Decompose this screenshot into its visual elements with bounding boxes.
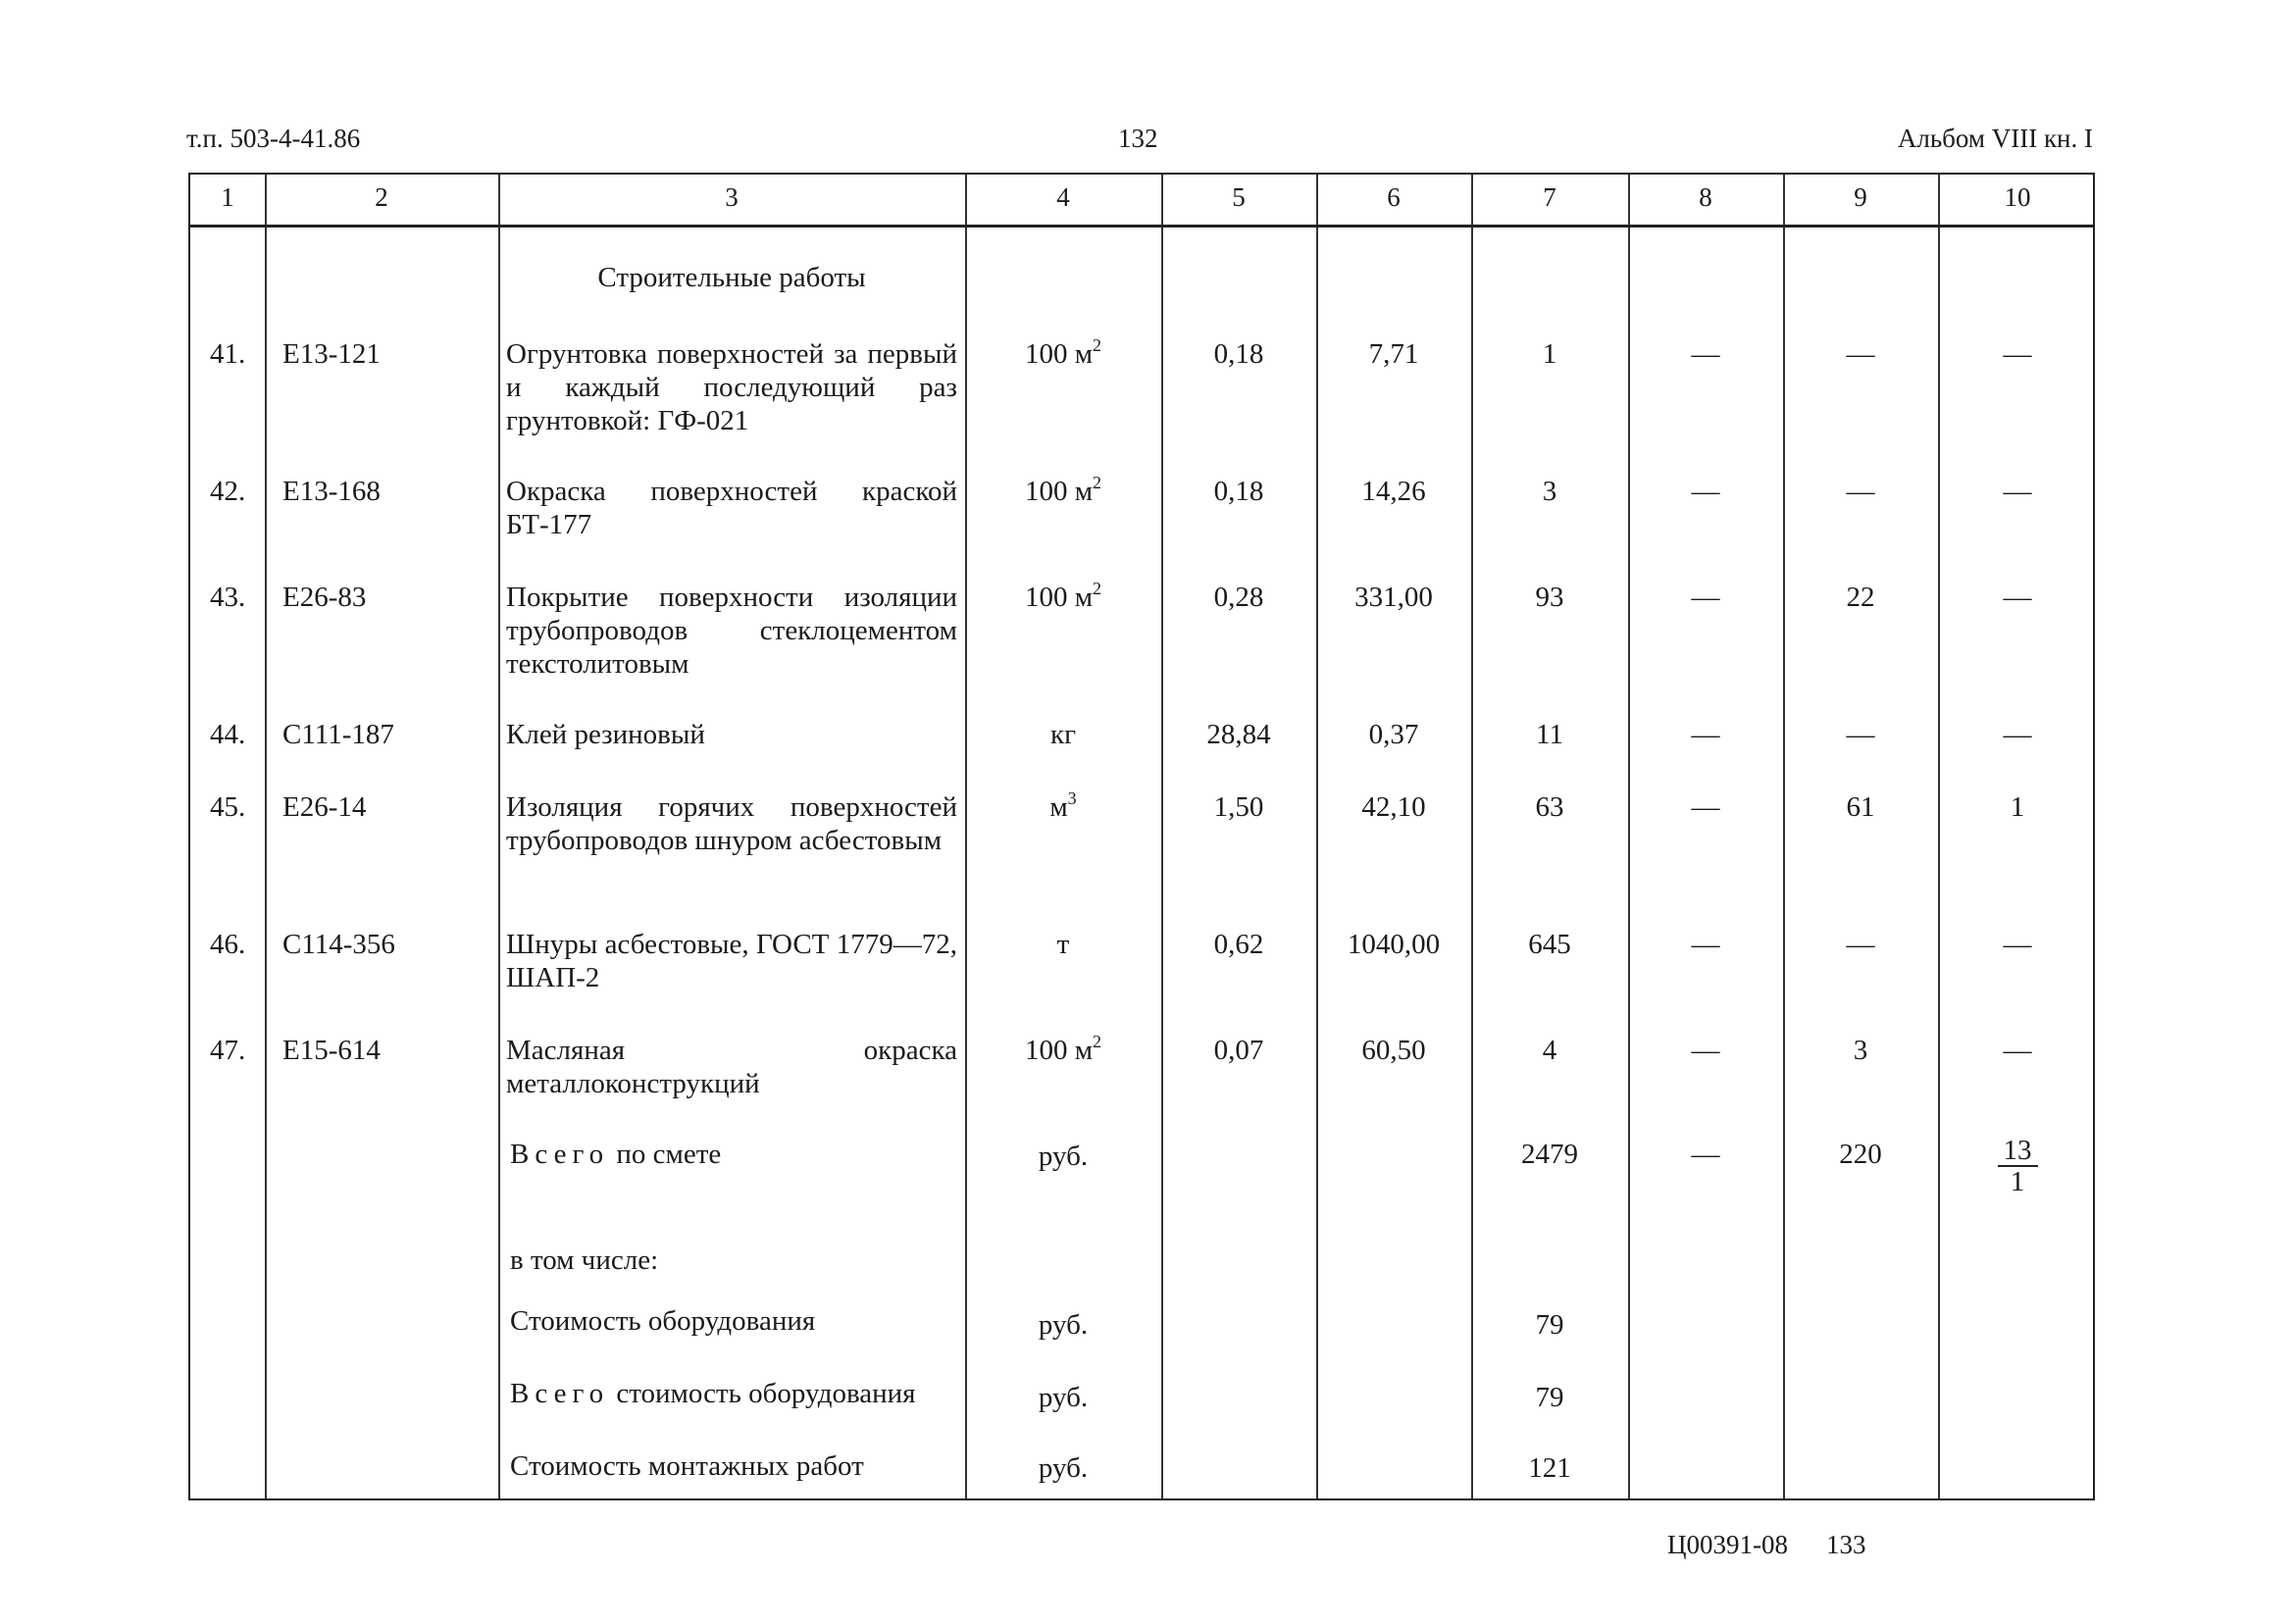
unit-price: 42,10 [1361,791,1426,823]
unit-base: 100 м [1024,476,1094,507]
summary-value: 121 [1528,1452,1571,1484]
column-9-value: — [1846,929,1875,960]
column-10-value: — [2003,476,2032,507]
quantity: 28,84 [1206,719,1271,750]
summary-unit: руб. [1038,1309,1089,1341]
total-cost: 2479 [1521,1139,1578,1170]
summary-label [510,1377,916,1410]
unit [965,1034,1161,1067]
column-8-value: — [1691,582,1720,613]
column-divider [1316,175,1318,1498]
header-page-number: 132 [1118,124,1158,153]
column-9-value: 3 [1853,1035,1868,1066]
unit-exponent: 2 [1093,473,1102,492]
unit-base: 100 м [1024,1035,1094,1066]
total-label-rest: по смете [616,1139,722,1170]
unit-exponent: 2 [1093,579,1102,598]
total-cost: 63 [1535,791,1564,823]
column-number: 3 [725,182,739,212]
footer-page-number: 133 [1826,1530,1866,1559]
column-number: 9 [1854,182,1867,212]
unit-base: 100 м [1024,338,1094,370]
total-column-8: — [1691,1139,1720,1170]
section-title: Строительные работы [597,262,866,293]
column-divider [1938,175,1940,1498]
column-10-value: 1 [2010,791,2025,823]
column-8-value: — [1691,338,1720,370]
including-label: в том числе: [510,1244,659,1276]
quantity: 0,18 [1213,476,1264,507]
unit-base: 100 м [1024,582,1094,613]
summary-unit: руб. [1038,1382,1089,1413]
header-divider [190,225,2093,228]
column-9-value: 22 [1846,582,1875,613]
unit [965,718,1161,751]
summary-label: Стоимость монтажных работ [510,1450,864,1482]
column-10-value: — [2003,582,2032,613]
header-album: Альбом VIII кн. I [1897,124,2093,153]
work-description: Клей резиновый [506,719,705,750]
total-cost: 645 [1528,929,1571,960]
column-8-value: — [1691,791,1720,823]
column-8-value: — [1691,929,1720,960]
column-9-value: — [1846,338,1875,370]
header-doc-number: т.п. 503-4-41.86 [186,124,361,153]
column-number: 1 [221,182,234,212]
total-cost: 3 [1542,476,1557,507]
rate-code: Е15-614 [282,1035,381,1066]
quantity: 0,28 [1213,582,1264,613]
summary-label-spaced: Всего [510,1378,610,1409]
total-label-spaced: Всего [510,1139,610,1170]
total-cost: 11 [1536,719,1563,750]
rate-code: Е13-168 [282,476,381,507]
unit-price: 331,00 [1354,582,1433,613]
column-number: 8 [1699,182,1712,212]
unit [965,928,1161,961]
column-number: 10 [2004,182,2031,212]
unit [965,790,1161,824]
column-8-value: — [1691,476,1720,507]
column-divider [265,175,267,1498]
column-number: 5 [1232,182,1246,212]
column-8-value: — [1691,719,1720,750]
column-divider [1628,175,1630,1498]
rate-code: Е26-14 [282,791,367,823]
row-number: 42. [210,476,246,507]
unit-price: 1040,00 [1347,929,1441,960]
unit-price: 60,50 [1361,1035,1426,1066]
column-number: 7 [1543,182,1556,212]
column-divider [498,175,500,1498]
fraction-numerator: 13 [1998,1136,2038,1167]
column-number: 2 [375,182,388,212]
work-description: Изоляция горячих поверхностей трубопроводов шнуром асбестовым [506,791,957,856]
estimate-table [188,173,2095,1500]
column-10-value: — [2003,929,2032,960]
total-cost: 1 [1542,338,1557,370]
work-description: Огрунтовка поверхностей за первый и каждый последующий раз грунтовкой: ГФ-021 [506,338,957,436]
unit-exponent: 2 [1093,1032,1102,1051]
quantity: 0,07 [1213,1035,1264,1066]
unit [965,475,1161,508]
rate-code: С114-356 [282,929,395,960]
column-number: 4 [1056,182,1070,212]
rate-code: Е26-83 [282,582,367,613]
unit-base: т [1056,929,1070,960]
column-10-value: — [2003,338,2032,370]
unit-exponent: 3 [1067,788,1077,808]
unit-exponent: 2 [1093,335,1102,355]
row-number: 47. [210,1035,246,1066]
summary-value: 79 [1535,1382,1564,1413]
total-column-9: 220 [1839,1139,1882,1170]
summary-label-rest: стоимость оборудования [616,1378,916,1409]
row-number: 41. [210,338,246,370]
column-9-value: — [1846,719,1875,750]
column-divider [965,175,967,1498]
work-description: Окраска поверхностей краской БТ-177 [506,476,957,540]
column-divider [1471,175,1473,1498]
quantity: 0,18 [1213,338,1264,370]
row-number: 43. [210,582,246,613]
column-8-value: — [1691,1035,1720,1066]
row-number: 45. [210,791,246,823]
column-10-value: — [2003,719,2032,750]
quantity: 0,62 [1213,929,1264,960]
column-10-value: — [2003,1035,2032,1066]
column-divider [1161,175,1163,1498]
quantity: 1,50 [1213,791,1264,823]
summary-label: Стоимость оборудования [510,1305,816,1337]
total-cost: 4 [1542,1035,1557,1066]
column-divider [1783,175,1785,1498]
row-number: 46. [210,929,246,960]
total-unit: руб. [1038,1141,1089,1172]
total-label [510,1138,721,1171]
unit-base: м [1049,791,1068,823]
footer-code: Ц00391-08 [1667,1530,1788,1559]
total-column-10-fraction [1938,1136,2097,1198]
unit-base: кг [1050,719,1076,750]
unit [965,337,1161,371]
summary-unit: руб. [1038,1452,1089,1484]
summary-value: 79 [1535,1309,1564,1341]
total-cost: 93 [1535,582,1564,613]
work-description: Покрытие поверхности изоляции трубопроводов стеклоцементом текстолитовым [506,582,957,680]
column-9-value: 61 [1846,791,1875,823]
work-description: Масляная окраска металлоконструкций [506,1035,957,1099]
unit-price: 14,26 [1361,476,1426,507]
unit-price: 0,37 [1368,719,1419,750]
row-number: 44. [210,719,246,750]
column-9-value: — [1846,476,1875,507]
unit-price: 7,71 [1368,338,1419,370]
fraction-denominator: 1 [2010,1166,2025,1197]
column-number: 6 [1387,182,1401,212]
unit [965,581,1161,614]
work-description: Шнуры асбестовые, ГОСТ 1779—72, ШАП-2 [506,929,957,993]
rate-code: С111-187 [282,719,394,750]
rate-code: Е13-121 [282,338,381,370]
